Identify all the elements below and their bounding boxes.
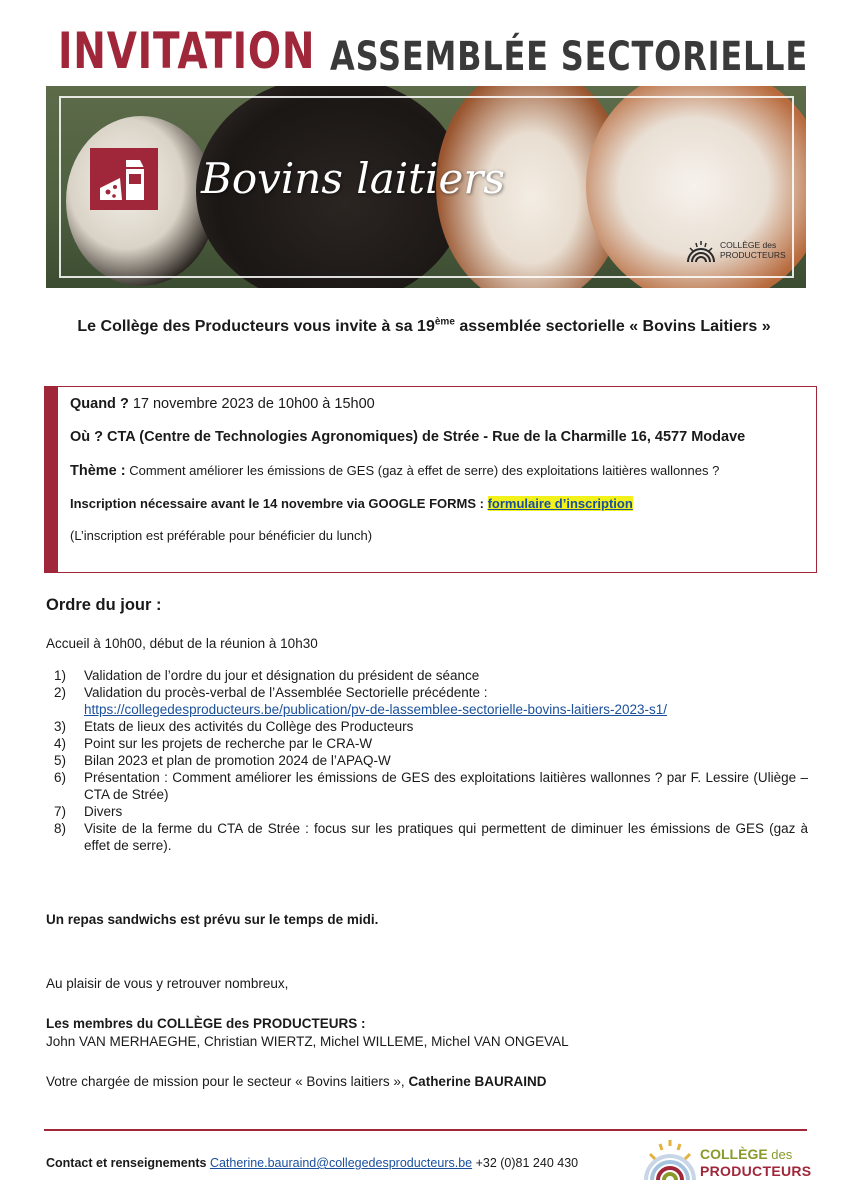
invite-prefix: Le Collège des Producteurs vous invite à sa 19 bbox=[77, 318, 435, 335]
title-invitation: INVITATION bbox=[58, 22, 316, 80]
banner-logo-line1: COLLÈGE des bbox=[720, 240, 777, 250]
contact-phone: +32 (0)81 240 430 bbox=[472, 1156, 579, 1170]
info-ou: Où ? CTA (Centre de Technologies Agronomiques) de Strée - Rue de la Charmille 16, 4577 Modave bbox=[70, 429, 746, 445]
quand-value: 17 novembre 2023 de 10h00 à 15h00 bbox=[128, 396, 375, 412]
college-logo-icon bbox=[686, 238, 716, 264]
agenda-item: 2) Validation du procès-verbal de l’Assemblée Sectorielle précédente : https://collegedesproducteurs.be/publication/pv-de-lassemblee-sectorielle-bovins-laitiers-2023-s1/ bbox=[54, 685, 668, 717]
theme-label: Thème : bbox=[70, 463, 126, 479]
college-logo-icon bbox=[642, 1136, 698, 1186]
agenda-item: 1) Validation de l’ordre du jour et désignation du président de séance bbox=[54, 668, 480, 683]
banner-logo-line2: PRODUCTEURS bbox=[720, 250, 786, 260]
agenda-list bbox=[46, 667, 808, 854]
agenda-item: 7) Divers bbox=[54, 804, 123, 819]
info-inscription bbox=[70, 496, 633, 511]
banner-title: Bovins laitiers bbox=[201, 154, 505, 203]
repas-note: Un repas sandwichs est prévu sur le temps de midi. bbox=[46, 912, 379, 927]
membres-title: Les membres du COLLÈGE des PRODUCTEURS : bbox=[46, 1016, 366, 1031]
agenda-item: 6) Présentation : Comment améliorer les émissions de GES des exploitations laitières wallonnes ? par F. Lessire (Uliège – CTA de Strée) bbox=[54, 770, 808, 802]
info-lunch-note: (L’inscription est préférable pour bénéficier du lunch) bbox=[70, 528, 373, 543]
title-assemblee-sectorielle: ASSEMBLÉE SECTORIELLE bbox=[330, 34, 809, 80]
footer-logo-college: COLLÈGE bbox=[700, 1146, 768, 1162]
inscription-text: Inscription nécessaire avant le 14 novembre via GOOGLE FORMS : bbox=[70, 496, 488, 511]
chargee-line bbox=[46, 1074, 546, 1089]
pv-link[interactable]: https://collegedesproducteurs.be/publication/pv-de-lassemblee-sectorielle-bovins-laitiers-2023-s1/ bbox=[84, 702, 668, 717]
footer-logo-des: des bbox=[767, 1147, 793, 1162]
invite-suffix: assemblée sectorielle « Bovins Laitiers » bbox=[454, 318, 771, 335]
quand-label: Quand ? bbox=[70, 396, 129, 412]
banner-image bbox=[46, 86, 806, 288]
ordre-du-jour-title: Ordre du jour : bbox=[46, 596, 162, 614]
inscription-form-link[interactable]: formulaire d’inscription bbox=[487, 496, 633, 511]
contact-email-link[interactable]: Catherine.bauraind@collegedesproducteurs.be bbox=[209, 1156, 473, 1170]
agenda-item: 8) Visite de la ferme du CTA de Strée : focus sur les pratiques qui permettent de diminuer les émissions de GES (gaz à effet de serre). bbox=[54, 821, 808, 853]
footer-divider bbox=[44, 1129, 807, 1131]
accueil-line: Accueil à 10h00, début de la réunion à 10h30 bbox=[46, 636, 318, 651]
agenda-item: 5) Bilan 2023 et plan de promotion 2024 de l’APAQ-W bbox=[54, 753, 391, 768]
membres-names: John VAN MERHAEGHE, Christian WIERTZ, Michel WILLEME, Michel VAN ONGEVAL bbox=[46, 1034, 569, 1049]
invite-line bbox=[0, 318, 848, 336]
invite-sup: ème bbox=[434, 316, 455, 328]
chargee-text: Votre chargée de mission pour le secteur « Bovins laitiers », bbox=[46, 1074, 409, 1089]
banner-logo bbox=[686, 238, 796, 268]
cheese-milk-carton-icon bbox=[90, 148, 158, 210]
info-box-accent bbox=[44, 386, 58, 573]
info-box bbox=[44, 386, 817, 573]
plaisir-line: Au plaisir de vous y retrouver nombreux, bbox=[46, 976, 289, 991]
theme-value: Comment améliorer les émissions de GES (gaz à effet de serre) des exploitations laitières wallonnes ? bbox=[125, 463, 720, 478]
info-quand bbox=[70, 396, 375, 412]
agenda-item: 3) Etats de lieux des activités du Collège des Producteurs bbox=[54, 719, 414, 734]
footer-logo-producteurs: PRODUCTEURS bbox=[700, 1163, 812, 1179]
footer-logo bbox=[642, 1136, 812, 1186]
page-title bbox=[58, 22, 818, 84]
chargee-name: Catherine BAURAIND bbox=[408, 1074, 547, 1089]
contact-line bbox=[46, 1156, 578, 1170]
info-theme bbox=[70, 463, 719, 479]
agenda-item: 4) Point sur les projets de recherche par le CRA-W bbox=[54, 736, 373, 751]
contact-label: Contact et renseignements bbox=[46, 1156, 210, 1170]
